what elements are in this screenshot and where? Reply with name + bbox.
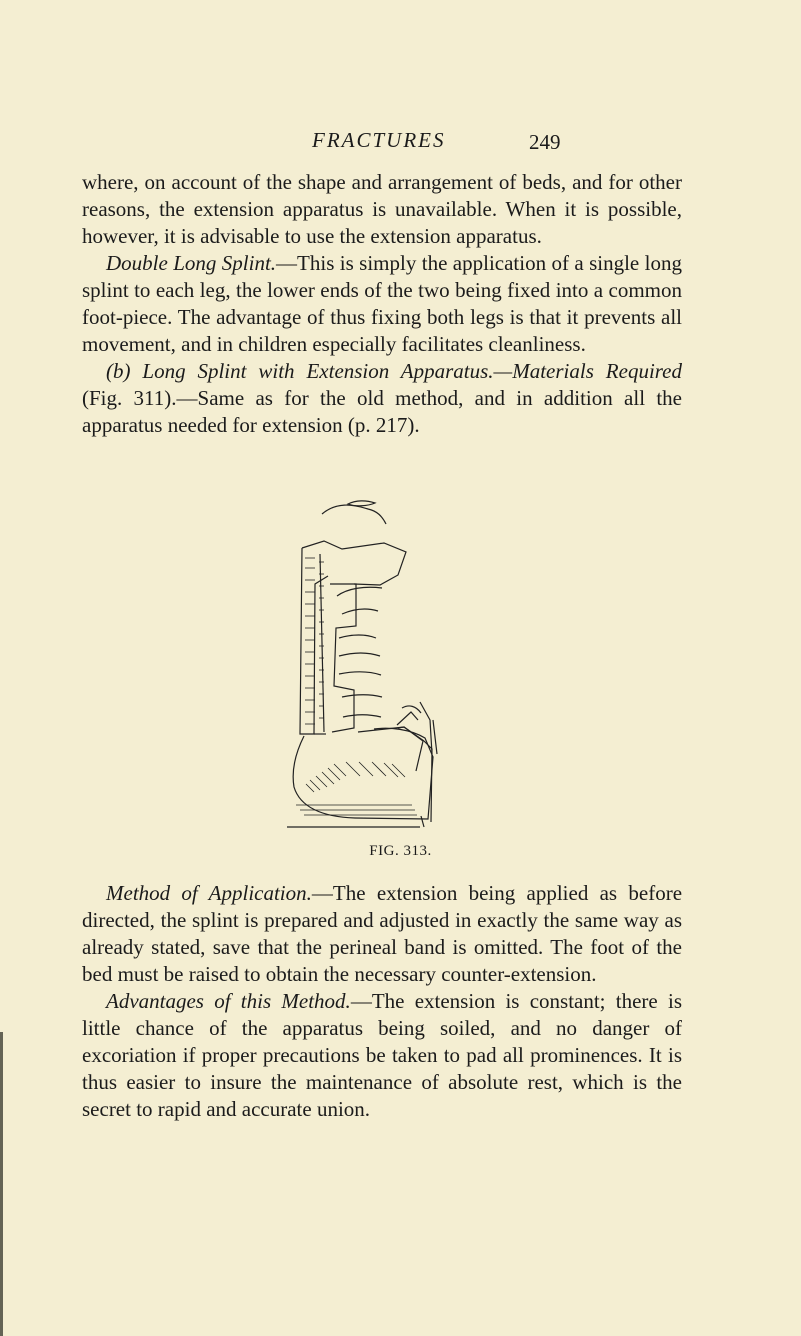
paragraph-advantages	[82, 988, 682, 1123]
paragraph-long-splint-extension	[82, 358, 682, 439]
page-header	[82, 128, 682, 162]
paragraph-heading: Method of Application.	[106, 881, 312, 905]
paragraph-text: —The extension is constant; there is little chance of the apparatus being soiled, and no danger of excoriation if proper precautions be taken to pad all prominences. It is thus easier to insure the maintenance of absolute rest, which is the secret to rapid and accurate union.	[82, 989, 682, 1121]
page-number: 249	[529, 130, 561, 154]
paragraph-heading: Double Long Splint.	[106, 251, 277, 275]
splint-illustration	[270, 496, 480, 828]
running-title: FRACTURES	[312, 128, 446, 152]
paragraph-method-of-application	[82, 880, 682, 988]
body-text-top	[82, 169, 682, 439]
paragraph-prefix: (b)	[106, 359, 143, 383]
page-edge-shadow	[0, 1032, 3, 1336]
paragraph-text: —This is simply the application of a single long splint to each leg, the lower ends of the two being fixed into a common foot-piece. The advantage of thus fixing both legs is that it prevents all movement, and in children especially facilitates cleanliness.	[82, 251, 682, 356]
figure-caption: FIG. 313.	[369, 843, 432, 859]
body-text-bottom	[82, 880, 682, 1123]
paragraph-text: where, on account of the shape and arrangement of beds, and for other reasons, the extension apparatus is unavailable. When it is possible, however, it is advisable to use the extension apparatus.	[82, 170, 682, 248]
paragraph-text: —The extension being applied as before directed, the splint is prepared and adjusted in exactly the same way as already stated, save that the perineal band is omitted. The foot of the bed must be raised to obtain the necessary counter-extension.	[82, 881, 683, 986]
paragraph-heading: Long Splint with Extension Apparatus.—Materials Required	[142, 359, 682, 383]
paragraph-double-long-splint	[82, 250, 682, 358]
paragraph-text: (Fig. 311).—Same as for the old method, and in addition all the apparatus needed for extension (p. 217).	[82, 386, 682, 437]
figure-313	[270, 496, 480, 828]
paragraph-heading: Advantages of this Method.	[106, 989, 351, 1013]
paragraph-continuation	[82, 169, 682, 250]
